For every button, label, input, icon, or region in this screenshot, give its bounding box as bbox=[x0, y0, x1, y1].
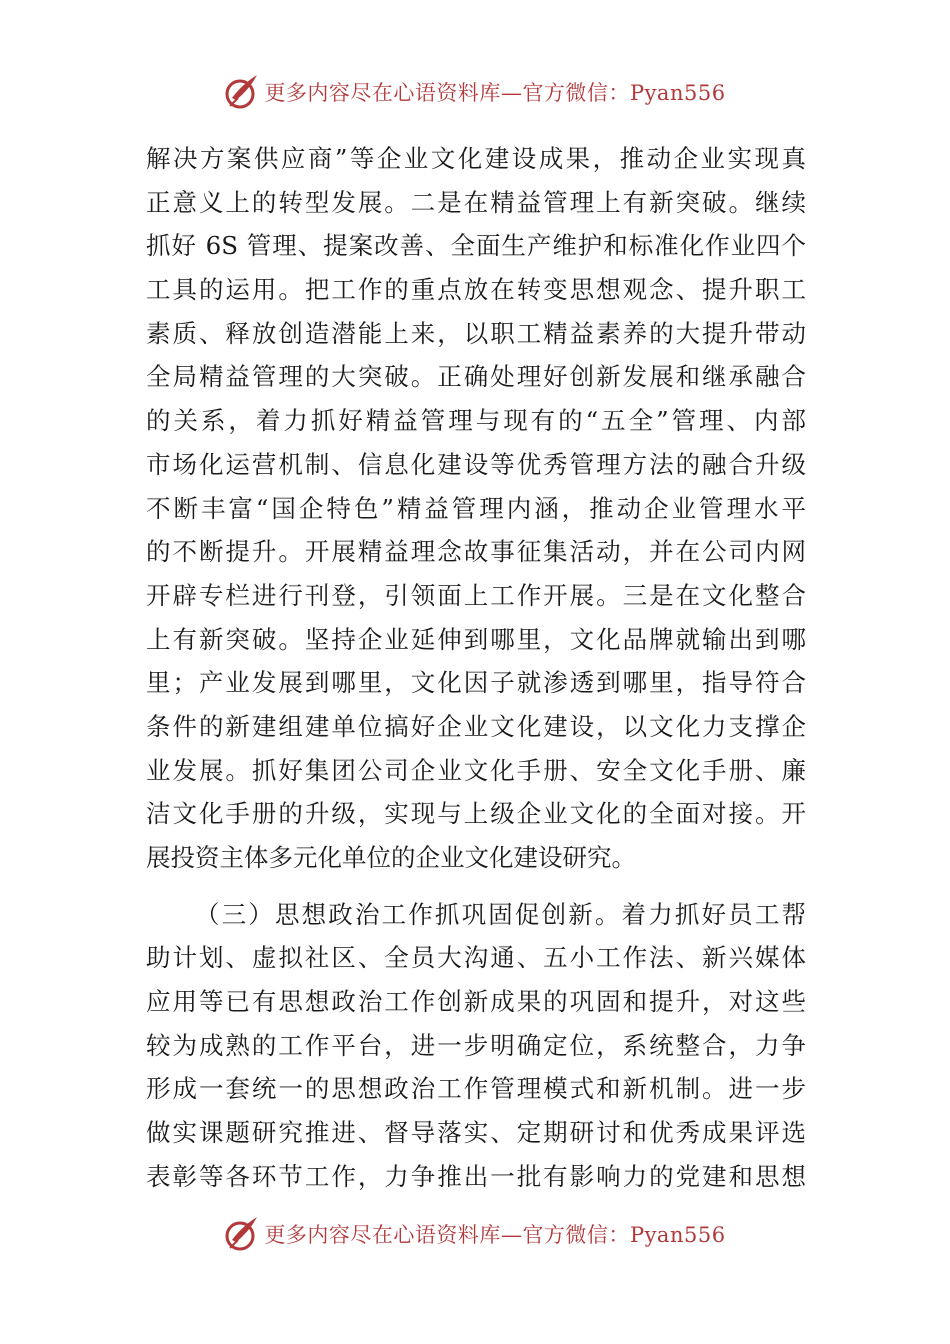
text-line: 市场化运营机制、信息化建设等优秀管理方法的融合升级 bbox=[146, 449, 806, 479]
text-line: 的不断提升。开展精益理念故事征集活动，并在公司内网 bbox=[146, 537, 806, 567]
text-line: （三）思想政治工作抓巩固促创新。着力抓好员工帮 bbox=[195, 899, 806, 929]
watermark-banner-top bbox=[0, 68, 950, 116]
watermark-text bbox=[264, 1219, 725, 1249]
text-line: 上有新突破。坚持企业延伸到哪里，文化品牌就输出到哪 bbox=[146, 624, 806, 654]
text-line: 里；产业发展到哪里，文化因子就渗透到哪里，指导符合 bbox=[146, 668, 806, 698]
wechat-label: 官方微信： bbox=[522, 1223, 630, 1247]
document-body bbox=[146, 137, 806, 1199]
text-line: 正意义上的转型发展。二是在精益管理上有新突破。继续 bbox=[146, 187, 806, 217]
brand-text: 更多内容尽在心语资料库 bbox=[264, 81, 501, 105]
brand-text: 更多内容尽在心语资料库 bbox=[264, 1223, 501, 1247]
watermark-text bbox=[264, 77, 725, 107]
wechat-id: Pyan556 bbox=[629, 81, 726, 105]
text-line: 解决方案供应商”等企业文化建设成果，推动企业实现真 bbox=[146, 144, 806, 173]
text-line: 形成一套统一的思想政治工作管理模式和新机制。进一步 bbox=[146, 1074, 806, 1104]
text-line: 较为成熟的工作平台，进一步明确定位，系统整合，力争 bbox=[146, 1030, 806, 1060]
text-line: 不断丰富“国企特色”精益管理内涵，推动企业管理水平 bbox=[146, 493, 806, 523]
paragraph-1 bbox=[146, 137, 806, 880]
wechat-id: Pyan556 bbox=[629, 1223, 726, 1247]
text-line: 做实课题研究推进、督导落实、定期研讨和优秀成果评选 bbox=[146, 1118, 806, 1148]
separator: — bbox=[500, 1223, 523, 1247]
text-line: 展投资主体多元化单位的企业文化建设研究。 bbox=[146, 843, 636, 872]
separator: — bbox=[500, 81, 523, 105]
text-line: 助计划、虚拟社区、全员大沟通、五小工作法、新兴媒体 bbox=[146, 943, 806, 973]
text-line: 抓好 6S 管理、提案改善、全面生产维护和标准化作业四个 bbox=[146, 231, 806, 261]
wechat-label: 官方微信： bbox=[522, 81, 630, 105]
text-line: 工具的运用。把工作的重点放在转变思想观念、提升职工 bbox=[146, 275, 806, 305]
text-line: 业发展。抓好集团公司企业文化手册、安全文化手册、廉 bbox=[146, 755, 806, 785]
text-line: 洁文化手册的升级，实现与上级企业文化的全面对接。开 bbox=[146, 799, 806, 829]
text-line: 表彰等各环节工作，力争推出一批有影响力的党建和思想 bbox=[146, 1161, 806, 1191]
text-line: 的关系，着力抓好精益管理与现有的“五全”管理、内部 bbox=[146, 406, 806, 436]
text-line: 开辟专栏进行刊登，引领面上工作开展。三是在文化整合 bbox=[146, 580, 806, 610]
text-line: 应用等已有思想政治工作创新成果的巩固和提升，对这些 bbox=[146, 987, 806, 1017]
quill-logo-icon bbox=[224, 72, 260, 112]
text-line: 素质、释放创造潜能上来，以职工精益素养的大提升带动 bbox=[146, 318, 806, 348]
watermark-banner-bottom bbox=[0, 1210, 950, 1258]
quill-logo-icon bbox=[224, 1214, 260, 1254]
text-line: 全局精益管理的大突破。正确处理好创新发展和继承融合 bbox=[146, 362, 806, 392]
text-line: 条件的新建组建单位搞好企业文化建设，以文化力支撑企 bbox=[146, 711, 806, 741]
paragraph-2 bbox=[146, 893, 806, 1199]
